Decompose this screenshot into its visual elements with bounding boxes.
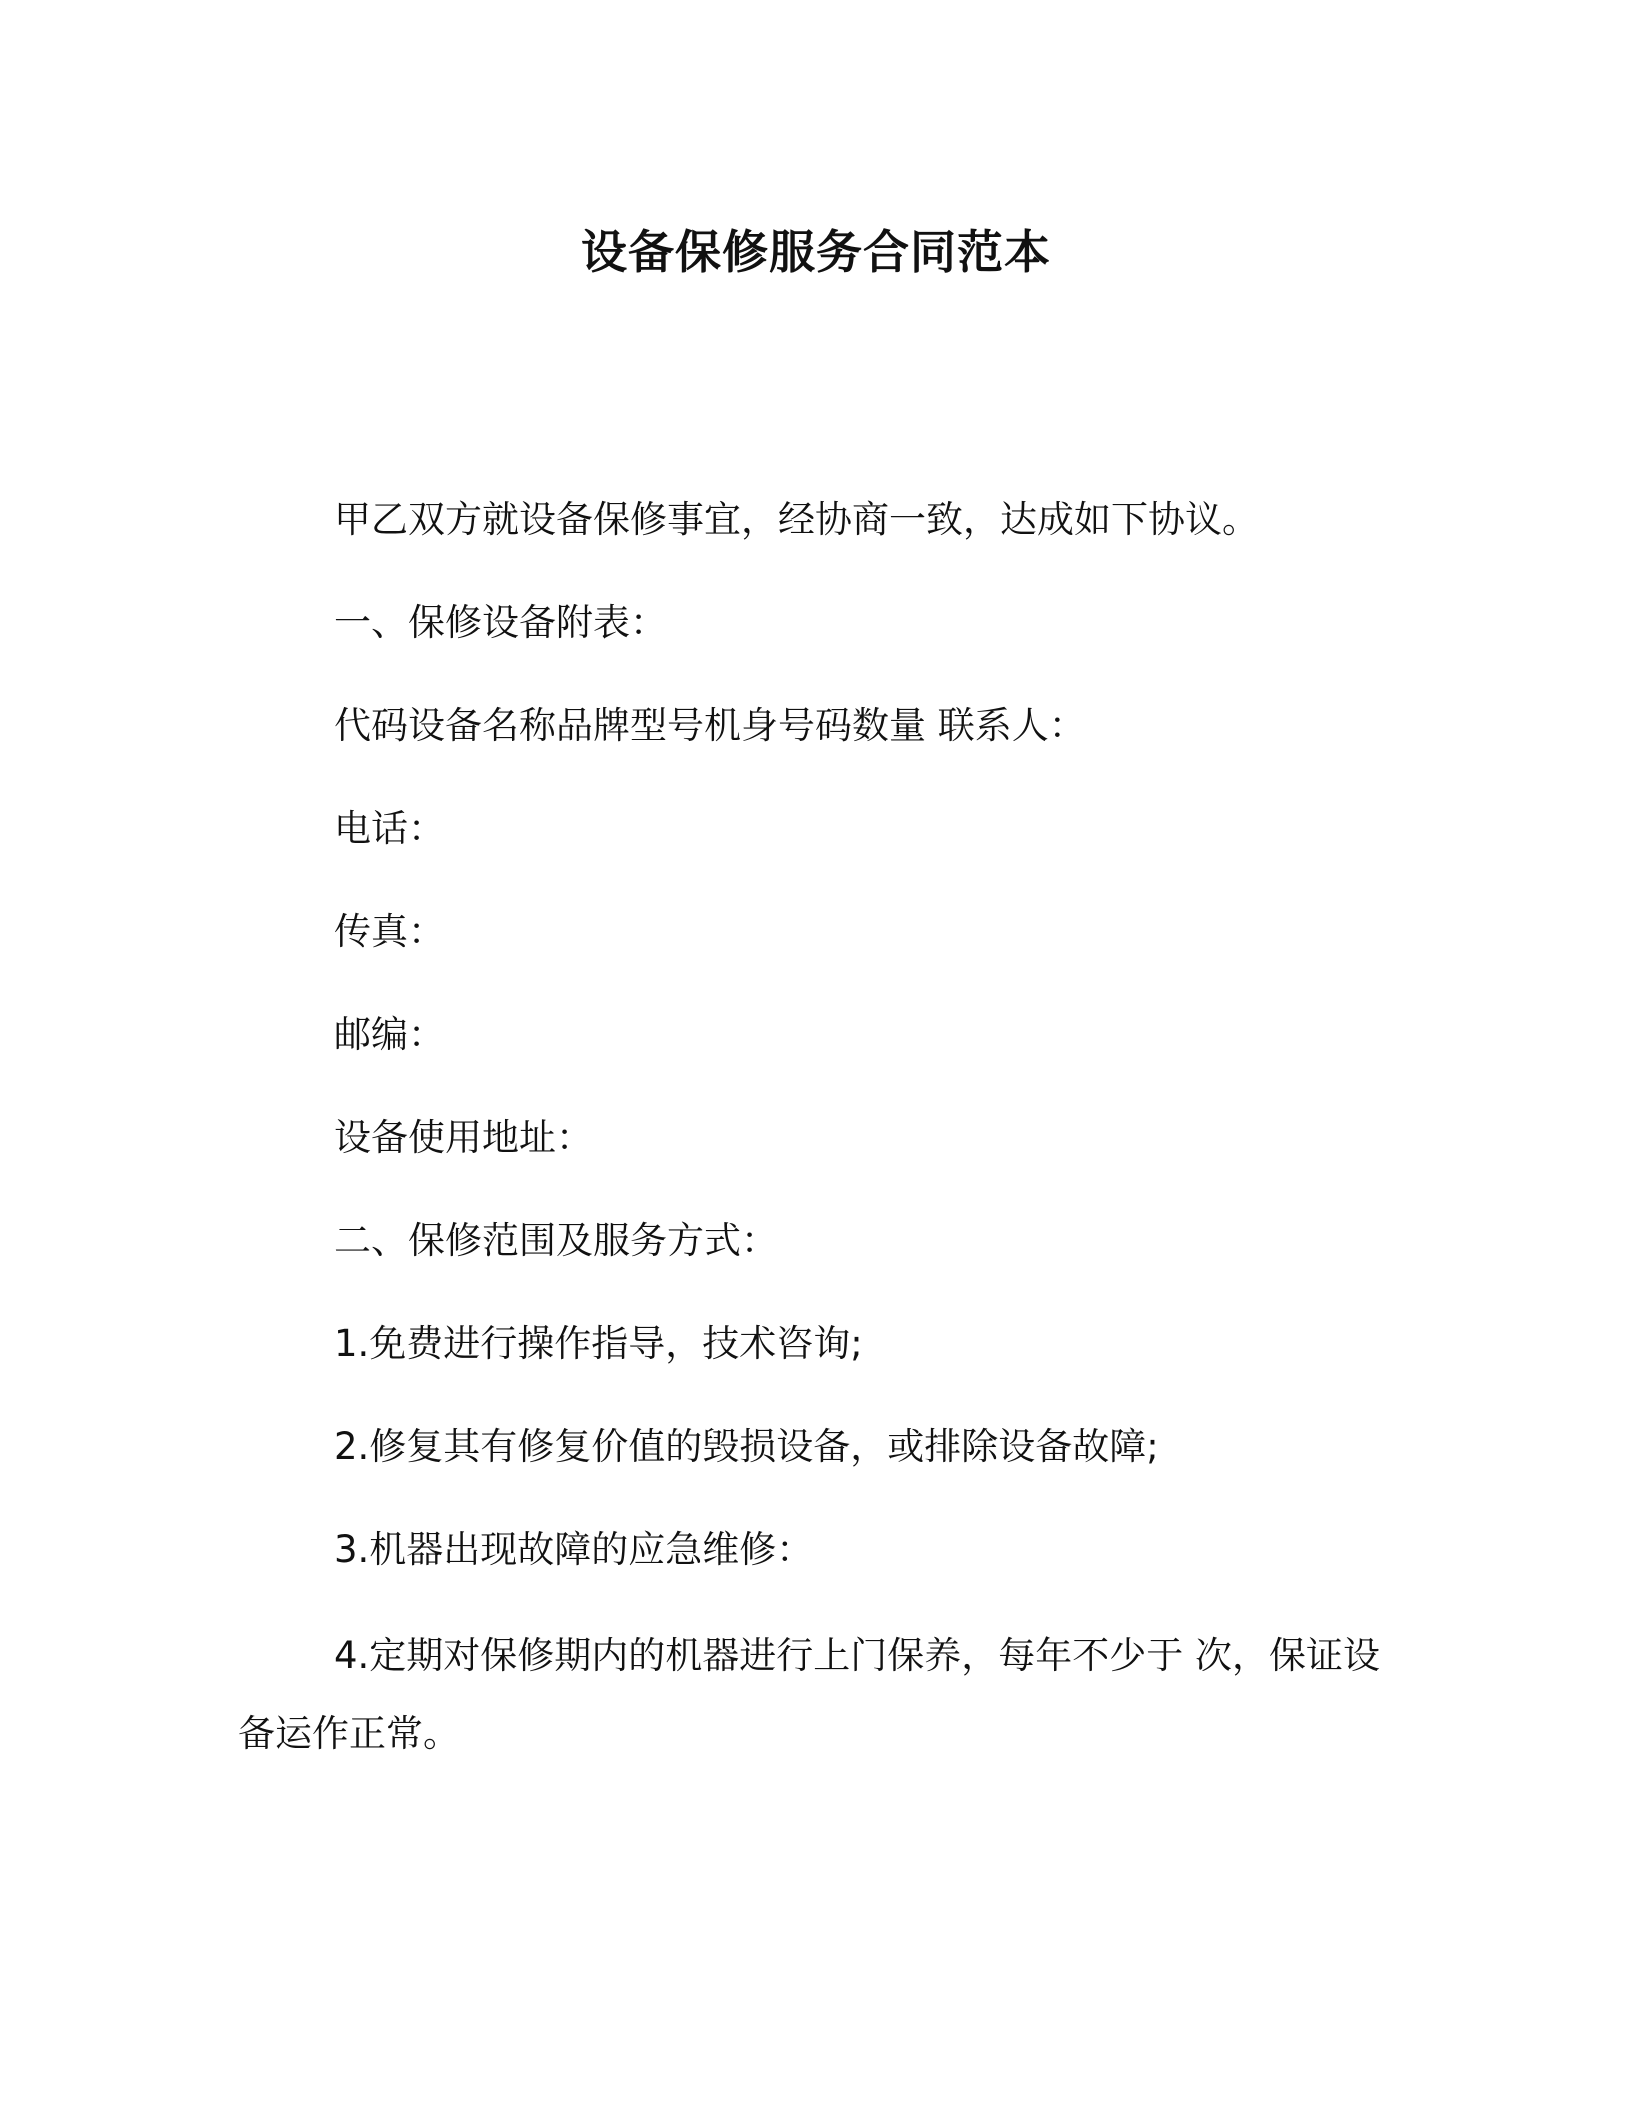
field-postcode: 邮编：: [334, 1013, 445, 1056]
field-phone: 电话：: [334, 807, 445, 850]
paragraph-intro: 甲乙双方就设备保修事宜，经协商一致，达成如下协议。: [334, 498, 1259, 541]
section-heading-1: 一、保修设备附表：: [334, 601, 667, 644]
list-item-3: 3.机器出现故障的应急维修：: [334, 1528, 814, 1571]
list-item-4: 4.定期对保修期内的机器进行上门保养，每年不少于 次，保证设备运作正常。: [238, 1634, 1381, 1755]
list-item-1: 1.免费进行操作指导，技术咨询;: [334, 1322, 863, 1365]
field-fax: 传真：: [334, 910, 445, 953]
section-heading-2: 二、保修范围及服务方式：: [334, 1219, 778, 1262]
list-item-2: 2.修复其有修复价值的毁损设备，或排除设备故障;: [334, 1425, 1159, 1468]
document-title: 设备保修服务合同范本: [581, 225, 1051, 279]
paragraph-table-header: 代码设备名称品牌型号机身号码数量 联系人：: [334, 704, 1086, 747]
field-address: 设备使用地址：: [334, 1116, 593, 1159]
